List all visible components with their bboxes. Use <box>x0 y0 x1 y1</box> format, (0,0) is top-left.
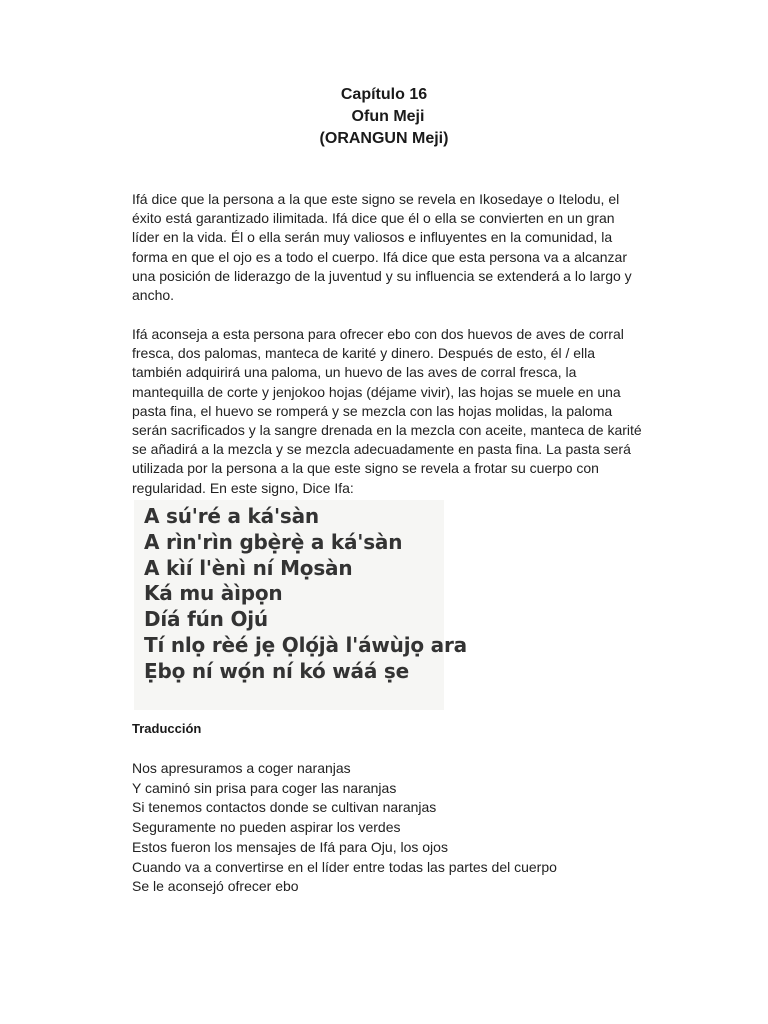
translation-block <box>132 759 652 897</box>
translation-line: Estos fueron los mensajes de Ifá para Oju, los ojos <box>132 838 448 855</box>
translation-line: Se le aconsejó ofrecer ebo <box>132 878 299 895</box>
chapter-title: Ofun Meji <box>351 108 425 125</box>
verse-line: A rìn'rìn gbẹ̀rẹ̀ a ká'sàn <box>144 529 403 554</box>
paragraph: Ifá aconseja a esta persona para ofrecer ebo con dos huevos de aves de corral fresca, dos palomas, manteca de karité y dinero. Después de esto, él / ella también adquirirá una paloma, un huevo de las aves de corral fresca, la mantequilla de corte y jenjokoo hojas (déjame vivir), las hojas se muele en una pasta fina, el huevo se romperá y se mezcla con las hojas molidas, la paloma serán sacrificados y la sangre drenada en la mezcla con aceite, manteca de karité se añadirá a la mezcla y se mezcla adecuadamente en pasta fina. La pasta será utilizada por la persona a la que este signo se revela a frotar su cuerpo con regularidad. En este signo, Dice Ifa: <box>132 326 642 496</box>
paragraph: Ifá dice que la persona a la que este signo se revela en Ikosedaye o Itelodu, el éxito está garantizado ilimitada. Ifá dice que él o ella se convierten en un gran líder en la vida. Él o ella serán muy valiosos e influyentes en la comunidad, la forma en que el ojo es a todo el cuerpo. Ifá dice que esta persona va a alcanzar una posición de liderazgo de la juventud y su influencia se extenderá a lo largo y ancho. <box>132 191 632 304</box>
translation-heading: Traducción <box>132 721 202 736</box>
verse-line: Díá fún Ojú <box>144 607 268 632</box>
chapter-heading <box>0 84 768 150</box>
verse-line: A sú'ré a ká'sàn <box>144 504 319 528</box>
verse-line: Tí nlọ rèé jẹ Ọlọ́jà l'áwùjọ ara <box>144 632 467 657</box>
translation-line: Si tenemos contactos donde se cultivan naranjas <box>132 799 437 816</box>
verse-line: Ká mu àìpọn <box>144 581 283 606</box>
verse-line: Ẹbọ ní wọ́n ní kó wáá ṣe <box>144 658 409 683</box>
verse-line: A kìí l'ènì ní Mọsàn <box>144 555 353 580</box>
translation-line: Y caminó sin prisa para coger las naranjas <box>132 779 397 796</box>
chapter-number: Capítulo 16 <box>340 86 428 103</box>
translation-line: Cuando va a convertirse en el líder entre todas las partes del cuerpo <box>132 858 557 875</box>
translation-line: Seguramente no pueden aspirar los verdes <box>132 819 401 836</box>
translation-line: Nos apresuramos a coger naranjas <box>132 760 351 776</box>
yoruba-verse-image <box>134 500 467 710</box>
chapter-subtitle: (ORANGUN Meji) <box>319 130 449 147</box>
